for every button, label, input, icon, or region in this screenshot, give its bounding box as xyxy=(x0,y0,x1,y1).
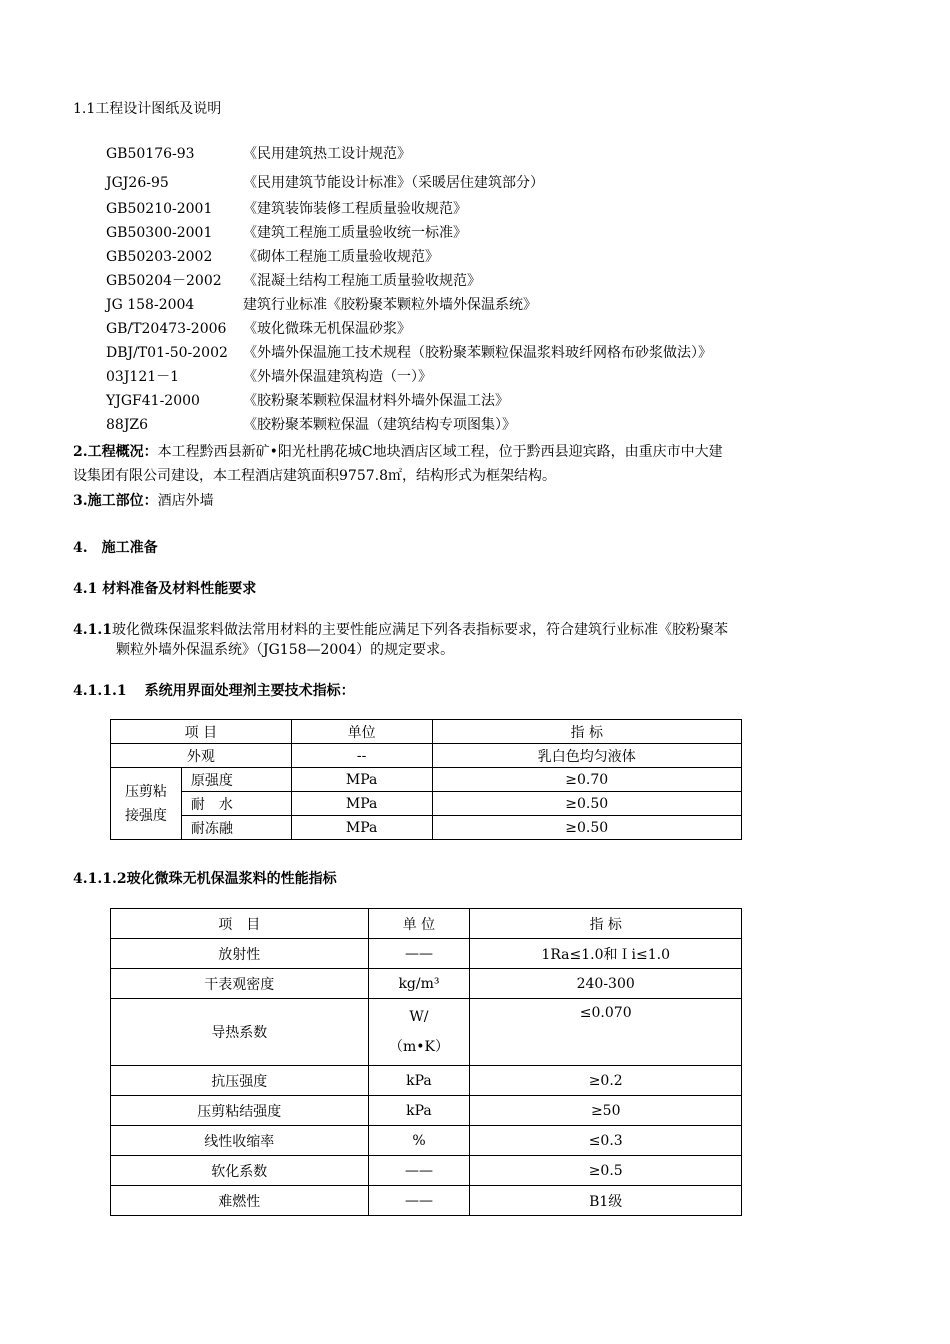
unit-cell: % xyxy=(368,1126,470,1156)
table-row xyxy=(111,1066,742,1096)
standard-code: GB50176-93 xyxy=(106,146,195,162)
value-cell: ≥50 xyxy=(470,1096,742,1126)
standard-title: 《玻化微珠无机保温砂浆》 xyxy=(243,321,411,337)
value-cell: 1Ra≤1.0和Ｉi≤1.0 xyxy=(470,939,742,969)
standard-code: GB50210-2001 xyxy=(106,201,213,217)
standard-code: JGJ26-95 xyxy=(106,175,169,191)
table-row xyxy=(111,939,742,969)
interface-agent-table xyxy=(110,719,742,840)
table-row xyxy=(111,1156,742,1186)
standard-code: 03J121－1 xyxy=(106,369,180,385)
item-cell: 原强度 xyxy=(181,768,291,792)
group-label-line: 压剪粘 xyxy=(124,783,167,800)
standard-title: 《胶粉聚苯颗粒保温材料外墙外保温工法》 xyxy=(243,393,509,409)
table-row xyxy=(111,1126,742,1156)
item-cell: 干表观密度 xyxy=(111,969,369,999)
unit-cell: MPa xyxy=(291,816,432,840)
heading-4-1-1-2 xyxy=(73,868,337,888)
item-cell: 外观 xyxy=(111,744,292,768)
section-4-1-heading: 4.1 材料准备及材料性能要求 xyxy=(73,581,257,597)
standard-title: 《建筑工程施工质量验收统一标准》 xyxy=(243,225,467,241)
header-cell: 单位 xyxy=(291,720,432,744)
heading-4-1-1-2-text: 玻化微珠无机保温浆料的性能指标 xyxy=(126,871,337,887)
unit-line: （m•K） xyxy=(388,1039,449,1055)
group-label-cell xyxy=(111,768,182,840)
paragraph-4-1-1-line2: 颗粒外墙外保温系统》（JG158—2004）的规定要求。 xyxy=(116,642,455,658)
overview-text-line2: 设集团有限公司建设，本工程酒店建筑面积9757.8㎡，结构形式为框架结构。 xyxy=(73,468,556,484)
value-cell: ≤0.3 xyxy=(470,1126,742,1156)
item-cell: 放射性 xyxy=(111,939,369,969)
item-cell: 压剪粘结强度 xyxy=(111,1096,369,1126)
overview-text-line1: 本工程黔西县新矿•阳光杜鹃花城C地块酒店区域工程，位于黔西县迎宾路，由重庆市中大建 xyxy=(157,444,723,460)
item-cell: 耐 水 xyxy=(181,792,291,816)
value-cell: ≥0.5 xyxy=(470,1156,742,1186)
item-cell: 线性收缩率 xyxy=(111,1126,369,1156)
group-label-line: 接强度 xyxy=(124,807,167,824)
standard-title: 建筑行业标准《胶粉聚苯颗粒外墙外保温系统》 xyxy=(243,297,537,313)
unit-cell: —— xyxy=(368,1156,470,1186)
header-cell: 项 目 xyxy=(111,720,292,744)
standard-title: 《外墙外保温建筑构造（一）》 xyxy=(243,369,432,385)
item-cell: 导热系数 xyxy=(111,999,369,1066)
value-cell: ≥0.50 xyxy=(432,792,742,816)
paragraph-4-1-1 xyxy=(73,620,728,660)
value-cell: ≥0.70 xyxy=(432,768,742,792)
standard-code: YJGF41-2000 xyxy=(106,393,200,409)
header-cell: 项 目 xyxy=(111,909,369,939)
header-cell: 指 标 xyxy=(470,909,742,939)
standard-code: GB50203-2002 xyxy=(106,249,213,265)
overview-paragraph xyxy=(73,440,863,488)
table-row xyxy=(111,744,742,768)
unit-line: W/ xyxy=(409,1009,429,1025)
standard-title: 《民用建筑节能设计标准》（采暖居住建筑部分） xyxy=(243,175,544,191)
value-cell: ≤0.070 xyxy=(470,999,742,1066)
standard-code: GB/T20473-2006 xyxy=(106,321,227,337)
value-cell: ≥0.50 xyxy=(432,816,742,840)
table-row xyxy=(111,792,742,816)
standard-code: DBJ/T01-50-2002 xyxy=(106,345,228,361)
section-4-heading: 4. 施工准备 xyxy=(73,540,158,556)
value-cell: B1级 xyxy=(470,1186,742,1216)
unit-cell: kPa xyxy=(368,1066,470,1096)
heading-4-1-1-1-text: 系统用界面处理剂主要技术指标： xyxy=(144,683,355,699)
heading-4-1-1-1-num: 4.1.1.1 xyxy=(73,683,127,699)
table-row xyxy=(111,999,742,1066)
heading-4-1-1-1 xyxy=(73,680,355,700)
header-cell: 指 标 xyxy=(432,720,742,744)
standard-code: JG 158-2004 xyxy=(106,297,195,313)
standard-code: GB50300-2001 xyxy=(106,225,213,241)
location-label: 3.施工部位： xyxy=(73,493,158,509)
standard-title: 《混凝土结构工程施工质量验收规范》 xyxy=(243,273,481,289)
table-row xyxy=(111,1096,742,1126)
item-cell: 抗压强度 xyxy=(111,1066,369,1096)
unit-cell: —— xyxy=(368,1186,470,1216)
standard-title: 《外墙外保温施工技术规程（胶粉聚苯颗粒保温浆料玻纤网格布砂浆做法）》 xyxy=(243,345,712,361)
table-row xyxy=(111,816,742,840)
table-header-row xyxy=(111,720,742,744)
unit-cell: kPa xyxy=(368,1096,470,1126)
location-line xyxy=(73,490,214,510)
standard-code: 88JZ6 xyxy=(106,417,149,433)
overview-label: 2.工程概况： xyxy=(73,444,158,460)
unit-cell: MPa xyxy=(291,792,432,816)
paragraph-4-1-1-label: 4.1.1 xyxy=(73,622,112,638)
table-row xyxy=(111,768,742,792)
location-text: 酒店外墙 xyxy=(157,493,214,509)
standard-code: GB50204－2002 xyxy=(106,273,222,289)
value-cell: ≥0.2 xyxy=(470,1066,742,1096)
header-cell: 单 位 xyxy=(368,909,470,939)
item-cell: 软化系数 xyxy=(111,1156,369,1186)
paragraph-4-1-1-line1: 玻化微珠保温浆料做法常用材料的主要性能应满足下列各表指标要求，符合建筑行业标准《胶粉聚苯 xyxy=(111,622,728,638)
mortar-performance-table xyxy=(110,908,742,1216)
unit-cell xyxy=(368,999,470,1066)
unit-cell: —— xyxy=(368,939,470,969)
standard-title: 《建筑装饰装修工程质量验收规范》 xyxy=(243,201,467,217)
section-1-1-heading: 1.1工程设计图纸及说明 xyxy=(73,101,222,117)
standard-title: 《砌体工程施工质量验收规范》 xyxy=(243,249,439,265)
standard-title: 《民用建筑热工设计规范》 xyxy=(243,146,411,162)
value-cell: 240-300 xyxy=(470,969,742,999)
heading-4-1-1-2-num: 4.1.1.2 xyxy=(73,871,127,887)
unit-cell: MPa xyxy=(291,768,432,792)
item-cell: 耐冻融 xyxy=(181,816,291,840)
unit-cell: kg/m³ xyxy=(368,969,470,999)
table-row xyxy=(111,969,742,999)
unit-cell: -- xyxy=(291,744,432,768)
table-row xyxy=(111,1186,742,1216)
standard-title: 《胶粉聚苯颗粒保温（建筑结构专项图集）》 xyxy=(243,417,516,433)
item-cell: 难燃性 xyxy=(111,1186,369,1216)
table-header-row xyxy=(111,909,742,939)
value-cell: 乳白色均匀液体 xyxy=(432,744,742,768)
